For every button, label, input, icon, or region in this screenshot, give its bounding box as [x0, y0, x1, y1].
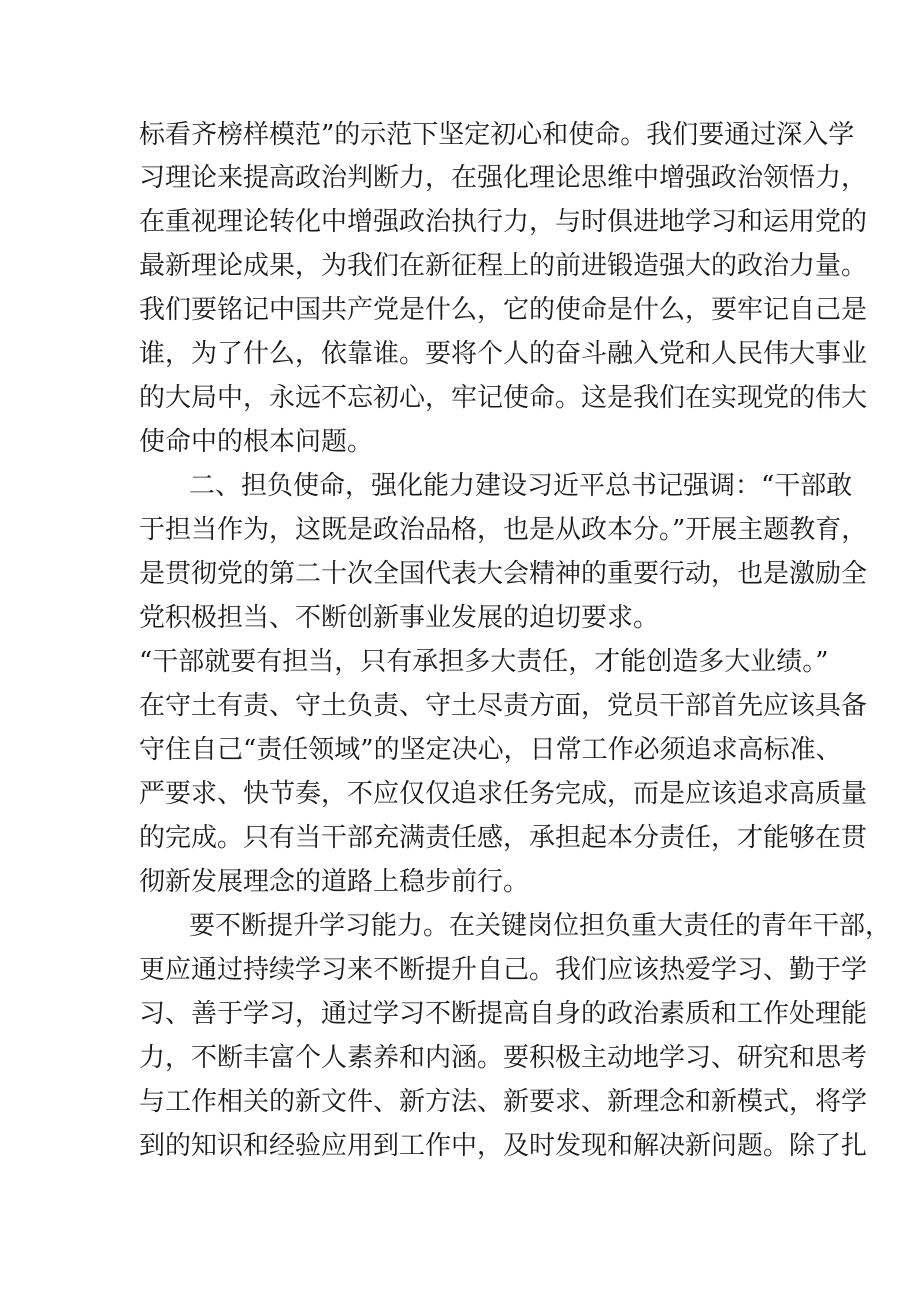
- text-line: 我们要铭记中国共产党是什么，它的使命是什么，要牢记自己是: [139, 295, 868, 325]
- text-line: 在守土有责、守土负责、守土尽责方面，党员干部首先应该具备: [139, 691, 868, 721]
- text-line: 守住自己“责任领域”的坚定决心，日常工作必须追求高标准、: [139, 735, 842, 765]
- text-line: 在重视理论转化中增强政治执行力，与时俱进地学习和运用党的: [139, 207, 868, 237]
- text-line: 是贯彻党的第二十次全国代表大会精神的重要行动，也是激励全: [139, 559, 868, 589]
- text-line: “干部就要有担当，只有承担多大责任，才能创造多大业绩。”: [139, 647, 829, 677]
- text-line: 于担当作为，这既是政治品格，也是从政本分。”开展主题教育，: [139, 515, 868, 545]
- text-line: 的完成。只有当干部充满责任感，承担起本分责任，才能够在贯: [139, 823, 868, 853]
- text-line: 彻新发展理念的道路上稳步前行。: [139, 867, 530, 897]
- text-line: 严要求、快节奏，不应仅仅追求任务完成，而是应该追求高质量: [139, 779, 868, 809]
- text-line: 最新理论成果，为我们在新征程上的前进锻造强大的政治力量。: [139, 251, 868, 281]
- text-line: 的大局中，永远不忘初心，牢记使命。这是我们在实现党的伟大: [139, 383, 868, 413]
- text-line: 习、善于学习，通过学习不断提高自身的政治素质和工作处理能: [139, 999, 868, 1029]
- text-line: 到的知识和经验应用到工作中，及时发现和解决新问题。除了扎: [139, 1131, 868, 1161]
- text-line: 标看齐榜样模范”的示范下坚定初心和使命。我们要通过深入学: [139, 120, 855, 150]
- text-line: 谁，为了什么，依靠谁。要将个人的奋斗融入党和人民伟大事业: [139, 339, 868, 369]
- text-line: 习理论来提高政治判断力，在强化理论思维中增强政治领悟力，: [139, 163, 868, 193]
- text-line: 使命中的根本问题。: [139, 427, 374, 457]
- text-line: 二、担负使命，强化能力建设习近平总书记强调：“干部敢: [189, 471, 853, 501]
- text-line: 与工作相关的新文件、新方法、新要求、新理念和新模式，将学: [139, 1087, 868, 1117]
- text-line: 要不断提升学习能力。在关键岗位担负重大责任的青年干部，: [189, 911, 892, 941]
- text-line: 更应通过持续学习来不断提升自己。我们应该热爱学习、勤于学: [139, 955, 868, 985]
- text-line: 党积极担当、不断创新事业发展的迫切要求。: [139, 603, 660, 633]
- text-line: 力，不断丰富个人素养和内涵。要积极主动地学习、研究和思考: [139, 1043, 868, 1073]
